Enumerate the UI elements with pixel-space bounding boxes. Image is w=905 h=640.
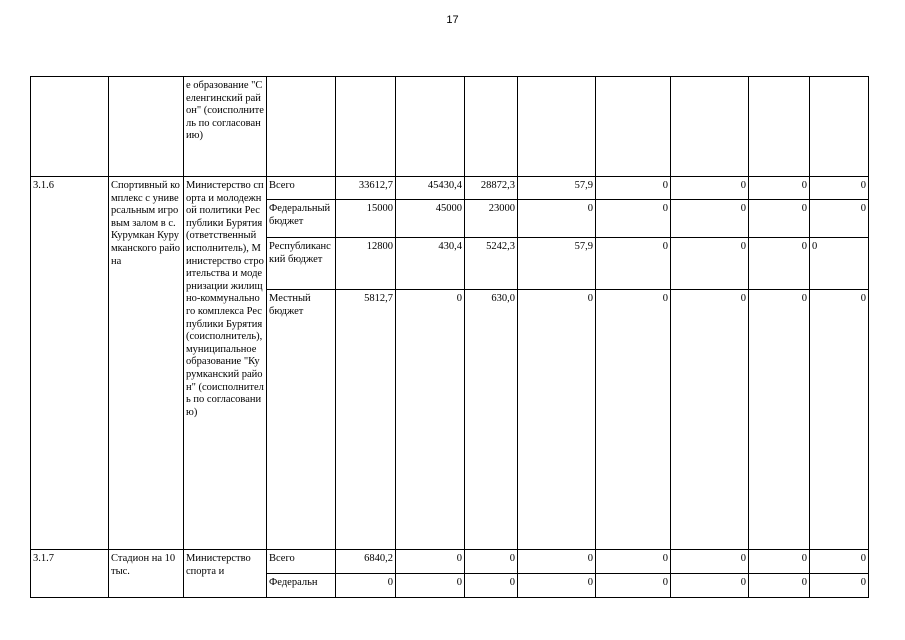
value-cell: 0 [396, 290, 465, 550]
value-cell: 0 [396, 550, 465, 574]
value-cell: 33612,7 [336, 177, 396, 200]
row-executor: е образование "Селенгинский район" (соисполнитель по согласованию) [184, 77, 267, 177]
value-cell: 0 [810, 574, 869, 598]
row-code: 3.1.6 [31, 177, 109, 550]
value-cell: 0 [518, 550, 596, 574]
value-cell: 0 [749, 290, 810, 550]
value-cell: 57,9 [518, 238, 596, 290]
value-cell [749, 77, 810, 177]
funding-source: Местный бюджет [267, 290, 336, 550]
value-cell [396, 77, 465, 177]
value-cell: 0 [596, 550, 671, 574]
value-cell: 0 [336, 574, 396, 598]
value-cell: 0 [810, 238, 869, 290]
funding-source: Республиканский бюджет [267, 238, 336, 290]
value-cell: 0 [671, 550, 749, 574]
table-row [31, 177, 869, 200]
value-cell: 0 [596, 290, 671, 550]
row-name: Стадион на 10 тыс. [109, 550, 184, 598]
value-cell: 0 [596, 200, 671, 238]
funding-source [267, 77, 336, 177]
value-cell: 0 [518, 290, 596, 550]
value-cell [596, 77, 671, 177]
value-cell [465, 77, 518, 177]
row-name: Спортивный комплекс с универсальным игровым залом в с. Курумкан Курумканского района [109, 177, 184, 550]
value-cell: 0 [596, 574, 671, 598]
value-cell: 0 [749, 200, 810, 238]
value-cell: 0 [810, 290, 869, 550]
value-cell: 23000 [465, 200, 518, 238]
value-cell: 45430,4 [396, 177, 465, 200]
value-cell [336, 77, 396, 177]
value-cell: 0 [518, 574, 596, 598]
value-cell: 0 [810, 177, 869, 200]
value-cell: 0 [396, 574, 465, 598]
value-cell: 45000 [396, 200, 465, 238]
value-cell: 0 [810, 550, 869, 574]
value-cell: 57,9 [518, 177, 596, 200]
value-cell: 0 [671, 177, 749, 200]
value-cell: 0 [671, 290, 749, 550]
table-row-continuation [31, 77, 869, 177]
funding-source: Всего [267, 177, 336, 200]
funding-source: Всего [267, 550, 336, 574]
funding-source: Федеральн [267, 574, 336, 598]
funding-source: Федеральный бюджет [267, 200, 336, 238]
value-cell: 0 [518, 200, 596, 238]
value-cell [810, 77, 869, 177]
value-cell: 0 [465, 550, 518, 574]
value-cell [671, 77, 749, 177]
value-cell: 0 [596, 177, 671, 200]
value-cell: 5242,3 [465, 238, 518, 290]
value-cell: 0 [671, 200, 749, 238]
table-row [31, 550, 869, 574]
value-cell: 0 [749, 238, 810, 290]
value-cell: 5812,7 [336, 290, 396, 550]
row-code [31, 77, 109, 177]
value-cell: 15000 [336, 200, 396, 238]
value-cell: 0 [810, 200, 869, 238]
budget-table [30, 76, 869, 598]
value-cell: 0 [671, 574, 749, 598]
value-cell: 0 [749, 177, 810, 200]
value-cell: 0 [749, 550, 810, 574]
value-cell: 6840,2 [336, 550, 396, 574]
row-executor: Министерство спорта и [184, 550, 267, 598]
row-code: 3.1.7 [31, 550, 109, 598]
row-executor: Министерство спорта и молодежной политики Республики Бурятия (ответственный исполнитель), Министерство строительства и модернизации жилищно-коммунального комплекса Республики Бурятия (соисполнитель), муниципальное образование "Курумканский район" (соисполнитель по согласованию) [184, 177, 267, 550]
value-cell: 0 [596, 238, 671, 290]
page-number: 17 [446, 14, 459, 26]
value-cell [518, 77, 596, 177]
value-cell: 12800 [336, 238, 396, 290]
row-name [109, 77, 184, 177]
value-cell: 0 [465, 574, 518, 598]
value-cell: 630,0 [465, 290, 518, 550]
value-cell: 0 [671, 238, 749, 290]
value-cell: 28872,3 [465, 177, 518, 200]
value-cell: 430,4 [396, 238, 465, 290]
value-cell: 0 [749, 574, 810, 598]
